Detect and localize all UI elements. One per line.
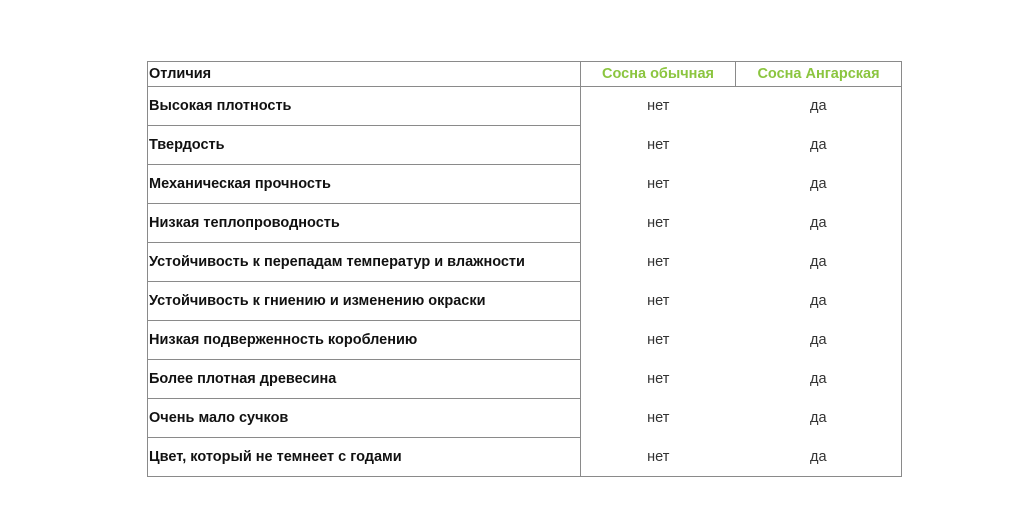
table-row bbox=[148, 126, 902, 165]
pine-angara-value: да bbox=[736, 360, 902, 399]
table-row bbox=[148, 321, 902, 360]
pine-common-value: нет bbox=[647, 331, 670, 348]
feature-cell: Устойчивость к гниению и изменению окраски bbox=[148, 282, 581, 321]
table-row bbox=[148, 87, 902, 126]
pine-common-value: нет bbox=[647, 214, 670, 231]
table-row bbox=[148, 438, 902, 477]
pine-angara-value: да bbox=[736, 282, 902, 321]
table-row bbox=[148, 204, 902, 243]
pine-angara-value: да bbox=[736, 165, 902, 204]
feature-cell: Более плотная древесина bbox=[148, 360, 581, 399]
pine-common-value: нет bbox=[647, 292, 670, 309]
header-pine-angara: Сосна Ангарская bbox=[736, 62, 902, 87]
table-row bbox=[148, 282, 902, 321]
feature-cell: Твердость bbox=[148, 126, 581, 165]
pine-common-value: нет bbox=[647, 98, 670, 114]
pine-common-value: нет bbox=[647, 409, 670, 426]
feature-cell: Высокая плотность bbox=[148, 87, 581, 126]
pine-angara-value: да bbox=[736, 204, 902, 243]
pine-common-value: нет bbox=[647, 370, 670, 387]
pine-common-value: нет bbox=[647, 253, 670, 270]
table-row bbox=[148, 399, 902, 438]
feature-cell: Низкая теплопроводность bbox=[148, 204, 581, 243]
pine-angara-value: да bbox=[736, 321, 902, 360]
feature-cell: Низкая подверженность короблению bbox=[148, 321, 581, 360]
table-row bbox=[148, 165, 902, 204]
pine-common-value: нет bbox=[581, 438, 736, 477]
comparison-table bbox=[147, 61, 902, 477]
header-differences: Отличия bbox=[148, 62, 581, 87]
feature-cell: Очень мало сучков bbox=[148, 399, 581, 438]
pine-angara-value: да bbox=[736, 87, 902, 126]
header-pine-common: Сосна обычная bbox=[581, 62, 736, 87]
table-header-row bbox=[148, 62, 902, 87]
pine-angara-value: да bbox=[736, 243, 902, 282]
table-row bbox=[148, 360, 902, 399]
pine-common-value: нет bbox=[647, 175, 670, 192]
feature-cell: Устойчивость к перепадам температур и влажности bbox=[148, 243, 581, 282]
pine-common-value: нет bbox=[647, 136, 670, 153]
feature-cell: Цвет, который не темнеет с годами bbox=[148, 438, 581, 477]
pine-angara-value: да bbox=[736, 126, 902, 165]
table-row bbox=[148, 243, 902, 282]
feature-cell: Механическая прочность bbox=[148, 165, 581, 204]
pine-angara-value: да bbox=[736, 399, 902, 438]
pine-angara-value: да bbox=[736, 438, 902, 477]
